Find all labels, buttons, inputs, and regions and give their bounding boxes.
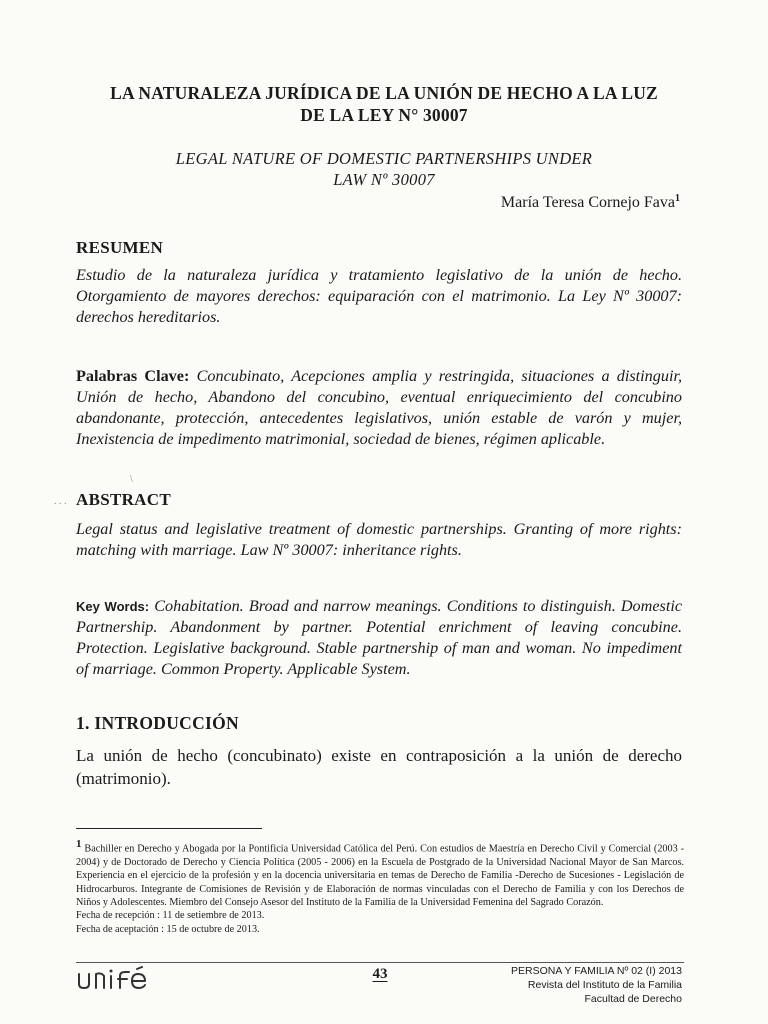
- key-words-text: Cohabitation. Broad and narrow meanings. Conditions to distinguish. Domestic Partnership. Abandonment by partner. Potential enrichment of leaving concubine. Protection. Legislative background. Stable partnership of man and woman. No impediment of marriage. Common Property. Applicable System.: [76, 597, 683, 678]
- author-footnote-mark[interactable]: 1: [675, 193, 680, 204]
- introduccion-heading: 1. INTRODUCCIÓN: [76, 713, 239, 733]
- palabras-clave-block: [76, 366, 682, 450]
- journal-line-1: PERSONA Y FAMILIA Nº 02 (I) 2013: [511, 965, 682, 977]
- palabras-clave-text: Concubinato, Acepciones amplia y restringida, situaciones a distinguir, Unión de hecho, Abandono del concubino, eventual enriquecimiento del concubino abandonante, protección, antecedentes legislativos, unión estable de varón y mujer, Inexistencia de impedimento matrimonial, sociedad de bienes, régimen aplicable.: [76, 367, 682, 448]
- author-line: [501, 194, 680, 212]
- footnote-mark: 1: [76, 838, 82, 850]
- journal-line-2: Revista del Instituto de la Familia: [527, 979, 682, 991]
- abstract-text: Legal status and legislative treatment of domestic partnerships. Granting of more rights: matching with marriage. Law Nº 30007: inheritance rights.: [76, 520, 682, 559]
- footnote-received: Fecha de recepción : 11 de setiembre de 2013.: [76, 910, 265, 922]
- article-title: [60, 82, 708, 126]
- abstract-heading: ABSTRACT: [76, 490, 171, 509]
- article-title-line-1: LA NATURALEZA JURÍDICA DE LA UNIÓN DE HECHO A LA LUZ: [110, 83, 658, 103]
- footnote-text: Bachiller en Derecho y Abogada por la Pontificia Universidad Católica del Perú. Con estudios de Maestría en Derecho Civil y Comercial (2003 - 2004) y de Doctorado de Derecho y Ciencia Política (2005 - 2006) en la Escuela de Postgrado de la Universidad Nacional Mayor de San Marcos. Experiencia en el ejercicio de la profesión y en la docencia universitaria en temas de Derecho de Familia -Derecho de Sucesiones - Legislación de Hidrocarburos. Integrante de Comisiones de Revisión y de Elaboración de normas vinculadas con el Derecho de Familia y con los Derechos de Niños y Adolescentes. Miembro del Consejo Asesor del Instituto de la Familia de la Universidad Femenina del Sagrado Corazón.: [76, 843, 685, 909]
- footnote-divider: [76, 828, 262, 829]
- journal-info: [511, 964, 682, 1006]
- resumen-heading: RESUMEN: [76, 238, 164, 257]
- footer-divider: [76, 962, 684, 963]
- article-title-line-2: DE LA LEY N° 30007: [300, 105, 468, 125]
- page-number: 43: [372, 966, 388, 982]
- journal-line-3: Facultad de Derecho: [584, 993, 682, 1005]
- footnote-accepted: Fecha de aceptación : 15 de octubre de 2013.: [76, 923, 260, 935]
- scan-dots: . . .: [54, 496, 67, 507]
- key-words-label: Key Words:: [76, 599, 150, 614]
- footnote: [76, 838, 684, 936]
- palabras-clave-label: Palabras Clave:: [76, 367, 190, 385]
- article-subtitle-line-1: LEGAL NATURE OF DOMESTIC PARTNERSHIPS UNDER: [175, 149, 593, 168]
- unife-logo: [76, 966, 156, 992]
- article-subtitle: [60, 148, 708, 190]
- author-name: María Teresa Cornejo Fava: [500, 194, 675, 211]
- article-subtitle-line-2: LAW Nº 30007: [333, 170, 435, 189]
- scan-speck: \: [130, 474, 133, 485]
- resumen-text: Estudio de la naturaleza jurídica y tratamiento legislativo de la unión de hecho. Otorgamiento de mayores derechos: equiparación con el matrimonio. La Ley Nº 30007: derechos hereditarios.: [76, 266, 682, 326]
- key-words-block: [76, 596, 682, 680]
- introduccion-text: La unión de hecho (concubinato) existe en contraposición a la unión de derecho (matrimonio).: [76, 746, 682, 788]
